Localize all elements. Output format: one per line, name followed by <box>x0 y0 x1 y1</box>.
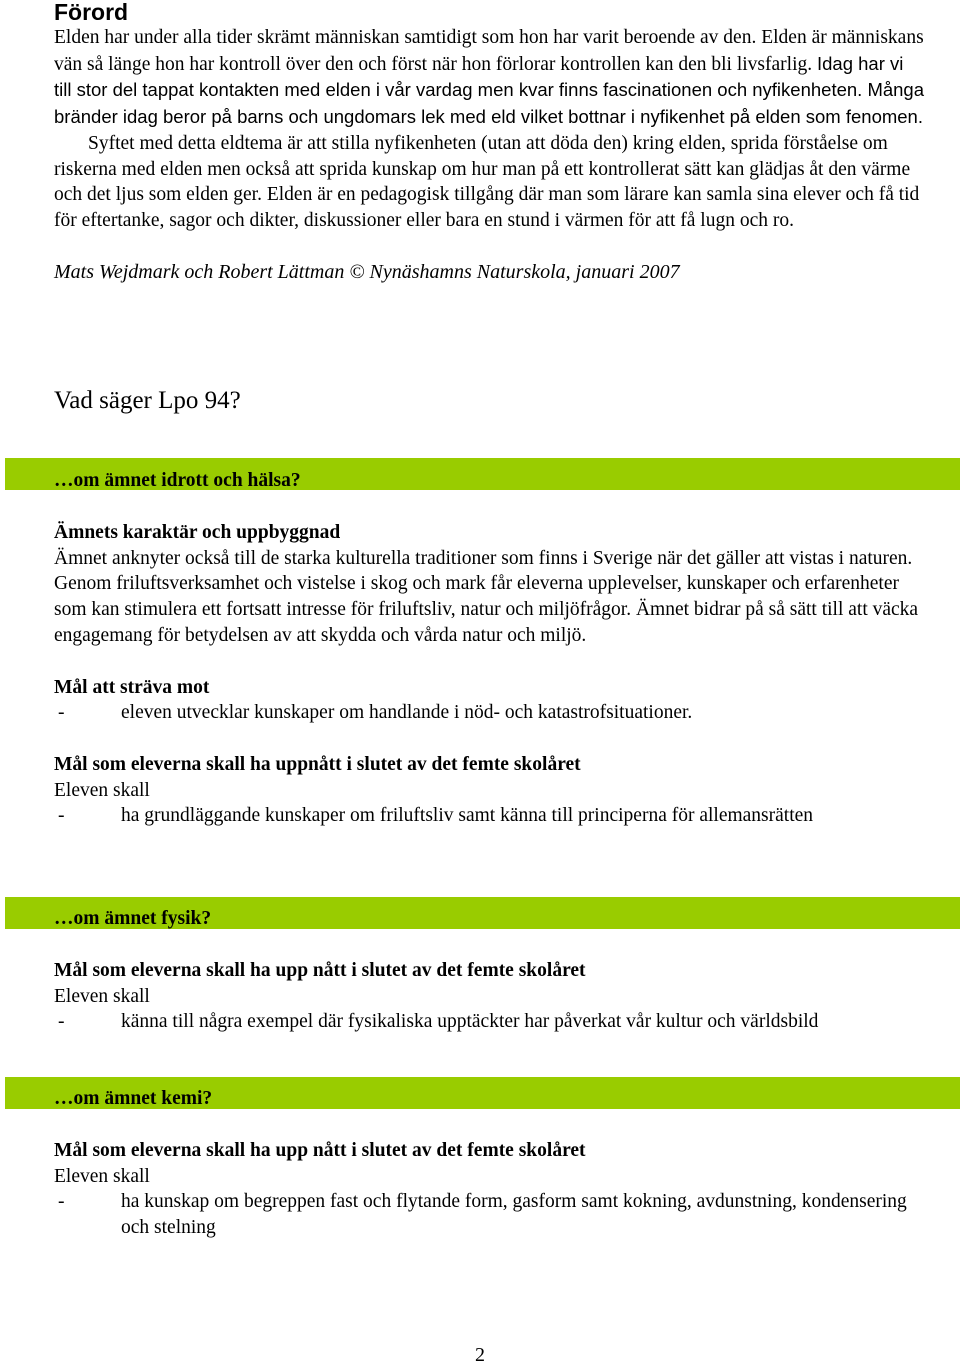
foreword-paragraph-2: Syftet med detta eldtema är att stilla nyfikenheten (utan att döda den) kring elden, sprida förståelse om riskerna med elden men också att sprida kunskap om hur man på ett kontrollerat sätt kan glädjas åt den värme och det ljus som elden ger. Elden är en pedagogisk tillgång där man som lärare kan samla sina elever och få tid för eftertanke, sagor och dikter, diskussioner eller bara en stund i värmen för att få lugn och ro. <box>54 132 920 231</box>
list-dash: - <box>58 702 65 724</box>
band-label-kemi: …om ämnet kemi? <box>54 1088 213 1109</box>
fysik-fifth-intro: Eleven skall <box>54 985 150 1007</box>
kemi-fifth-item: ha kunskap om begreppen fast och flytande form, gasform samt kokning, avdunstning, kondensering och stelning <box>121 1191 907 1239</box>
kemi-fifth-intro: Eleven skall <box>54 1165 150 1187</box>
foreword-text-a: Elden har under alla tider skrämt människan samtidigt som hon har varit beroende av den. Elden är människans vän så länge hon har kontroll över den och först när hon förlorar kontrollen kan den bli livsfarlig. <box>54 27 924 75</box>
idrott-fifth-intro: Eleven skall <box>54 779 150 801</box>
foreword-section <box>54 0 924 285</box>
fysik-fifth-heading: Mål som eleverna skall ha upp nått i slutet av det femte skolåret <box>54 960 586 981</box>
foreword-paragraph-1 <box>54 25 924 131</box>
list-item <box>54 803 924 829</box>
kemi-fifth-heading: Mål som eleverna skall ha upp nått i slutet av det femte skolåret <box>54 1140 586 1161</box>
list-item <box>54 700 924 726</box>
idrott-goal-heading: Mål att sträva mot <box>54 676 210 698</box>
list-dash: - <box>58 1011 65 1033</box>
fysik-section <box>54 958 924 1035</box>
kemi-section <box>54 1138 924 1241</box>
foreword-signature: Mats Wejdmark och Robert Lättman © Nynäshamns Naturskola, januari 2007 <box>54 260 680 283</box>
list-item <box>54 1189 924 1240</box>
list-dash: - <box>58 805 65 827</box>
idrott-character-heading: Ämnets karaktär och uppbyggnad <box>54 522 341 543</box>
idrott-character-text: Ämnet anknyter också till de starka kulturella traditioner som finns i Sverige när det gäller att vistas i naturen. Genom friluftsverksamhet och vistelse i skog och mark får eleverna upplevelser, kunskaper och erfarenheter som kan stimulera ett fortsatt intresse för friluftsliv, natur och miljöfrågor. Ämnet bidrar på så sätt till att väcka engagemang för betydelsen av att skydda och vårda natur och miljö. <box>54 547 919 646</box>
foreword-heading: Förord <box>54 0 129 25</box>
foreword-text-b: Idag har vi till stor del tappat kontakten med elden i vår vardag men kvar finns fascinationen och nyfikenheten. Många bränder idag beror på barns och ungdomars lek med eld vilket bottnar i nyfikenhet på elden som fenomen. <box>54 52 925 128</box>
lpo-heading: Vad säger Lpo 94? <box>54 387 241 414</box>
idrott-fifth-heading: Mål som eleverna skall ha uppnått i slutet av det femte skolåret <box>54 753 581 775</box>
page-number: 2 <box>475 1344 485 1366</box>
list-dash: - <box>58 1191 65 1213</box>
list-item <box>54 1009 924 1035</box>
fysik-fifth-item: känna till några exempel där fysikaliska upptäckter har påverkat vår kultur och världsbild <box>121 1011 819 1033</box>
idrott-section <box>54 520 924 829</box>
band-label-idrott: …om ämnet idrott och hälsa? <box>54 470 301 491</box>
idrott-goal-item: eleven utvecklar kunskaper om handlande i nöd- och katastrofsituationer. <box>121 702 693 724</box>
idrott-fifth-item: ha grundläggande kunskaper om friluftsliv samt känna till principerna för allemansrätten <box>121 805 814 827</box>
band-label-fysik: …om ämnet fysik? <box>54 908 212 929</box>
